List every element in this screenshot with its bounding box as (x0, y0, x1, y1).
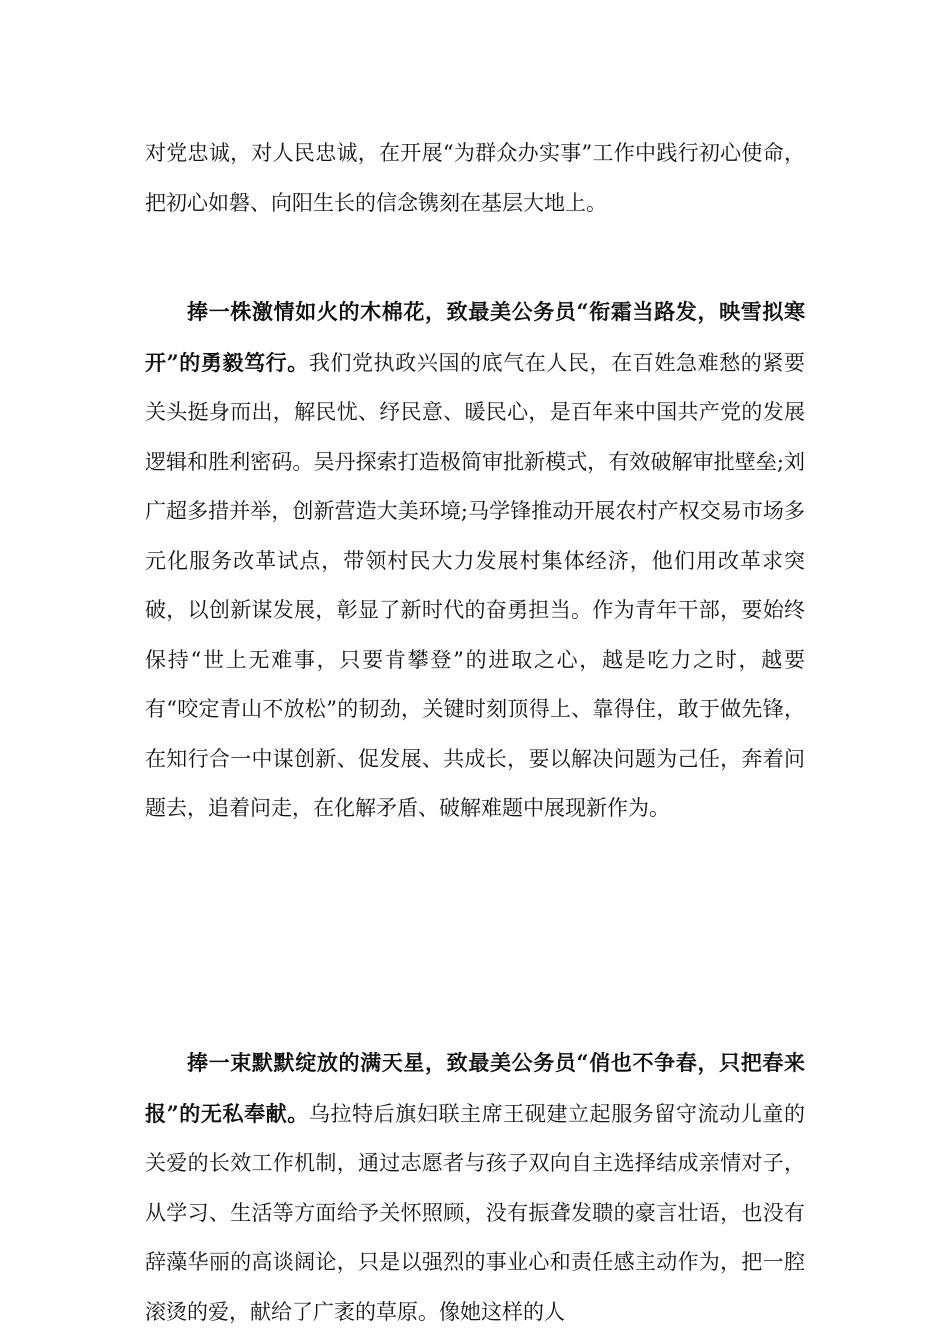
paragraph-kapok (145, 287, 805, 834)
paragraph-body: 我们党执政兴国的底气在人民，在百姓急难愁的紧要关头挺身而出，解民忧、纾民意、暖民心，是百年来中国共产党的发展逻辑和胜利密码。吴丹探索打造极简审批新模式，有效破解审批壁垒;刘广超多措并举，创新营造大美环境;马学锋推动开展农村产权交易市场多元化服务改革试点，带领村民大力发展村集体经济，他们用改革求突破，以创新谋发展，彰显了新时代的奋勇担当。作为青年干部，要始终保持“世上无难事，只要肯攀登”的进取之心，越是吃力之时，越要有“咬定青山不放松”的韧劲，关键时刻顶得上、靠得住，敢于做先锋，在知行合一中谋创新、促发展、共成长，要以解决问题为己任，奔着问题去，追着问走，在化解矛盾、破解难题中展现新作为。 (145, 350, 805, 820)
paragraph-lead-heading: 捧一株激情如火的木棉花，致最美公务员“衔霜当路发，映雪拟寒开”的勇毅笃行。 (145, 299, 805, 375)
paragraph-babys-breath (145, 1038, 805, 1337)
paragraph-lead-heading: 捧一束默默绽放的满天星，致最美公务员“俏也不争春，只把春来报”的无私奉献。 (145, 1050, 805, 1126)
paragraph-body: 对党忠诚，对人民忠诚，在开展“为群众办实事”工作中践行初心使命，把初心如磐、向阳生长的信念镌刻在基层大地上。 (145, 141, 805, 215)
paragraph-body: 乌拉特后旗妇联主席王砚建立起服务留守流动儿童的关爱的长效工作机制，通过志愿者与孩子双向自主选择结成亲情对子，从学习、生活等方面给予关怀照顾，没有振聋发聩的豪言壮语，也没有辞藻华丽的高谈阔论，只是以强烈的事业心和责任感主动作为，把一腔滚烫的爱，献给了广袤的草原。像她这样的人 (145, 1101, 805, 1324)
paragraph-continuation (145, 129, 805, 228)
